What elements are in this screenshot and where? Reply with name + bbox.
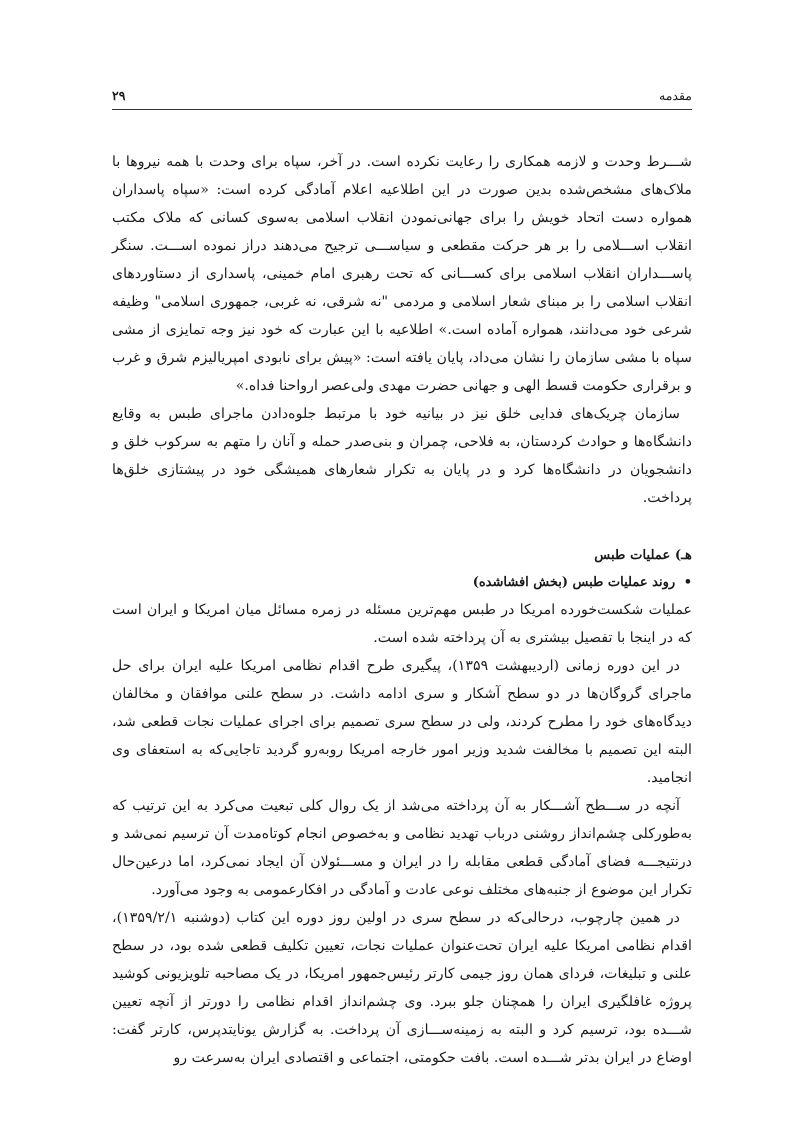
paragraph: شـــرط وحدت و لازمه همکاری را رعایت نکرده است. در آخر، سپاه برای وحدت با همه نیروها با ملاک‌های مشخص‌شده بدین صورت در این اطلاعیه اعلام آمادگی کرده است: «سپاه پاسداران همواره دست اتحاد خویش را برای جهانی‌نمودن انقلاب اسلامی به‌سوی کسانی که ملاک مکتب انقلاب اســـلامی را بر هر حرکت مقطعی و سیاســـی ترجیح می‌دهند دراز نموده اســـت. سنگر پاســـداران انقلاب اسلامی برای کســـانی که تحت رهبری امام خمینی، پاسداری از دستاوردهای انقلاب اسلامی را بر مبنای شعار اسلامی و مردمی "نه شرقی، نه غربی، جمهوری اسلامی" وظیفه شرعی خود می‌دانند، همواره آماده است.» اطلاعیه با این عبارت که خود نیز وجه تمایزی از مشی سپاه با مشی سازمان را نشان می‌داد، پایان یافته است: «پیش برای نابودی امپریالیزم شرق و غرب و برقراری حکومت قسط الهی و جهانی حضرت مهدی ولی‌عصر ارواحنا فداه.» — [112, 154, 692, 394]
paragraph: در این دوره زمانی (اردیبهشت ۱۳۵۹)، پیگیری طرح اقدام نظامی امریکا علیه ایران برای حل ماجرای گروگان‌ها در دو سطح آشکار و سری ادامه داشت. در سطح علنی موافقان و مخالفان دیدگاه‌های خود را مطرح کردند، ولی در سطح سری تصمیم برای اجرای عملیات نجات قطعی شد، البته این تصمیم با مخالفت شدید وزیر امور خارجه امریکا روبه‌رو گردید تاجایی‌که به استعفای وی انجامید. — [112, 658, 692, 786]
paragraph: عملیات شکست‌خورده امریکا در طبس مهم‌ترین مسئله در زمره مسائل میان امریکا و ایران است که در اینجا با تفصیل بیشتری به آن پرداخته شده است. — [112, 602, 692, 646]
paragraph: آنچه در ســـطح آشـــکار به آن پرداخته می‌شد از یک روال کلی تبعیت می‌کرد به این ترتیب که به‌طورکلی چشم‌انداز روشنی درباب تهدید نظامی و به‌خصوص انجام کوتاه‌مدت آن ترسیم نمی‌شد و درنتیجـــه فضای آمادگی قطعی مقابله را در ایران و مســـئولان آن ایجاد نمی‌کرد، اما درعین‌حال تکرار این موضوع از جنبه‌های مختلف نوعی عادت و آمادگی در افکارعمومی به وجود می‌آورد. — [112, 798, 692, 898]
chapter-title: مقدمه — [659, 88, 692, 103]
document-page — [112, 88, 692, 1072]
running-header — [112, 88, 692, 110]
section-heading: هـ) عملیات طبس — [594, 548, 692, 563]
body-text — [112, 148, 692, 1072]
bullet-icon: • — [683, 575, 692, 590]
subsection-title: روند عملیات طبس (بخش افشاشده) — [472, 575, 676, 590]
paragraph: در همین چارچوب، درحالی‌که در سطح سری در اولین روز دوره این کتاب (دوشنبه ۱۳۵۹/۲/۱)، اقدام نظامی امریکا علیه ایران تحت‌عنوان عملیات نجات، تعیین تکلیف قطعی شده بود، در سطح علنی و تبلیغات، فردای همان روز جیمی کارتر رئیس‌جمهور امریکا، در یک مصاحبه تلویزیونی کوشید پروژه غافلگیری ایران را همچنان جلو ببرد. وی چشم‌انداز اقدام نظامی را دورتر از آنچه تعیین شـــده بود، ترسیم کرد و البته به زمینه‌ســـازی آن پرداخت. به گزارش یونایتدپرس، کارتر گفت: اوضاع در ایران بدتر شـــده است. بافت حکومتی، اجتماعی و اقتصادی ایران به‌سرعت رو — [112, 910, 692, 1066]
paragraph: سازمان چریک‌های فدایی خلق نیز در بیانیه خود با مرتبط جلوه‌دادن ماجرای طبس به وقایع دانشگاه‌ها و حوادث کردستان، به فلاحی، چمران و بنی‌صدر حمله و آنان را متهم به سرکوب خلق و دانشجویان در دانشگاه‌ها کرد و در پایان به تکرار شعارهای همیشگی خود در پیشتازی خلق‌ها پرداخت. — [112, 406, 692, 506]
page-number: ۲۹ — [112, 88, 126, 103]
subsection-heading — [112, 570, 692, 596]
